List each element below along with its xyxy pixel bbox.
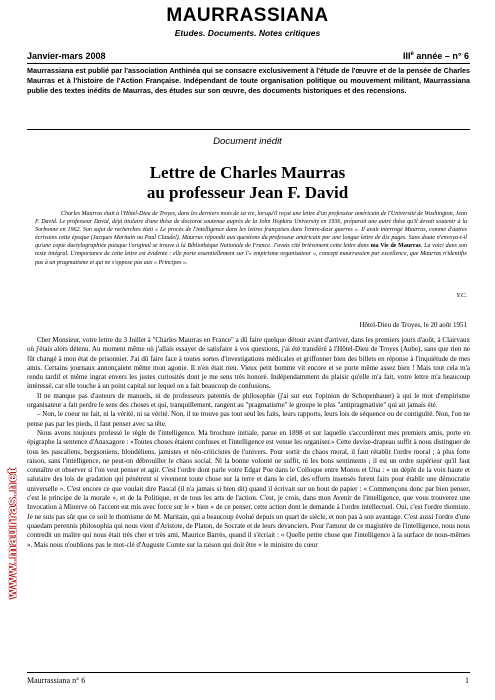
intro-signature: Y.C. <box>456 292 467 299</box>
letter-paragraph: – Non, le coeur ne fait, ni la vérité, ni sa vérité. Non, il ne trouve pas tout seul les faits, leurs rapports, leurs lois de séquence ou de contiguïté. Non, l'on ne pense pas par les pieds, il faut penser avec sa tête. <box>27 410 470 428</box>
article-title-line2: au professeur Jean F. David <box>146 183 349 202</box>
issue-year-rest: année – n° 6 <box>413 51 469 61</box>
letter-paragraph: Cher Monsieur, votre lettre du 3 Juillet à "Charles Maurras en France" a dû faire quelque détour avant d'arriver, dans les premiers jours d'août, à Clairvaux où j'étais alors détenu. Au moment même où j'allais essayer de satisfaire à vos questions, j'ai été transféré à l'Hôtel-Dieu de Troyes (Aube), sans que rien ne fût changé à mon état de prisonnier. J'ai dû faire face à toutes sortes d'investigations médicales et griffonner bien des billets en réponse à l'inquiétude de mes amis. Certains journaux annonçaient même mon agonie. Il n'en était rien. Vieux petit homme vit encore et se porte même assez bien ! Mais tout cela m'a rendu tardif et même ingrat envers les justes curiosités dont je me sens très honoré. Indépendamment du plaisir qu'elle m'a fait, votre lettre m'a beaucoup intéressé, car elle touche à un point capital sur lequel on a fait beaucoup de confusions. <box>27 336 470 391</box>
watermark-text: www.maurras.net <box>4 467 20 599</box>
header-rule-top <box>27 63 470 64</box>
document-kind: Document inédit <box>213 136 282 147</box>
masthead-subtitle: Etudes. Documents. Notes critiques <box>174 28 321 38</box>
letter-paragraph: Nous avons toujours professé le règle de l'intelligence. Ma brochure initiale, parue en 1898 et sur laquelle s'accordèrent mes premiers amis, porte en épigraphe la sentence d'Anaxagore : «Toutes choses étaient confuses et l'intelligence est venue les organiser.» Cette devise-drapeau suffit à nous distinguer de tous les pascaliens, bergsoniens, blondéliens, jamistes et néo-criticistes de l'univers. Pour sortir du chaos moral, il faut rétablir l'ordre moral ; à plus forte raison, sans l'intelligence, ne peut-on débrouiller le chaos social. Ni la bonne volonté ne suffit, ni les bons sentiments ; il est un ordre supérieur qu'il faut connaître et observer si l'on veut penser et agir. C'est l'ordre dont parle votre Edgar Poe dans le Colloque entre Monos et Una : « un dépôt de la voix haute et salutaire des lois de gradation qui pénètrent si vivement toute chose sur la terre et dans le ciel, des efforts insensés furent faits pour établir une démocratie universelle ». C'est encore ce que voulait dire Pascal (il n'a jamais si bien dit) quand il écrivait sur un bout de papier : « Commençons donc par bien penser, c'est le principe de la morale », et de la Politique, et de tous les arts de l'action. C'est, je crois, dans mon Avenir de l'intelligence, que vous trouverez une Invocation à Minerve où l'accent est mis avec force sur le « bien » de ce penser, cette action dont le demande à l'ordre intellectuel. Oui, c'est l'ordre thomiste. Je ne suis pas sûr que ce soit le thomisme de M. Maritain, qui a beaucoup évolué depuis un quart de siècle, et non pas à son avantage. C'est aussi l'ordre d'une quaedam perennis philosophia qui nous vient d'Aristote, de Platon, de Socrate et de leurs devanciers. Pour l'amour de ce magistère de l'intelligence, nous nous contredit un maître qui nous était très cher et très ami, Maurice Barrès, quand il s'écriait : « Quelle petite chose que l'intelligence à la surface de nous-mêmes ». Mais nous n'oublions pas le mot-clé d'Auguste Comte sur la raison qui doit être « le ministre du cœur <box>27 428 470 549</box>
issue-number <box>403 51 469 61</box>
issue-year-roman: III <box>403 51 411 61</box>
letter-body <box>27 336 470 550</box>
letter-paragraph: Il ne manque pas d'auteurs de manuels, ni de professeurs patentés de philosophie (j'ai sur eux l'opinion de Schopenhauer) à qui le mot d'empirisme organisateur a fait perdre le sens des choses et qui, tranquillement, rangent au "pragmatisme" le groupe le plus "antipragmatiste" qui ait jamais été. <box>27 391 470 410</box>
editor-introduction <box>35 210 467 267</box>
site-watermark <box>0 385 24 681</box>
letter-dateline: Hôtel-Dieu de Troyes, le 20 août 1951 <box>359 321 467 329</box>
issue-period: Janvier-mars 2008 <box>27 51 106 61</box>
article-title-line1: Lettre de Charles Maurras <box>149 163 346 182</box>
mission-statement: Maurrassiana est publié par l'association Anthinéa qui se consacre exclusivement à l'étude de l'œuvre et de la pensée de Charles Maurras et à l'histoire de l'Action Française. Indépendant de toute organisation politique ou mouvement militant, Maurrassiana publie des textes inédits de Maurras, des études sur son œuvre, des documents historiques et des recensions. <box>27 66 470 95</box>
article-title <box>0 163 495 203</box>
intro-text-after: . La voici dans son texte intégral. L'importance de cette lettre est évidente : elle porte essentiellement sur l'« empirisme organisateur », concept maurrassien par excellence, que Maurras n'identifie pas à un pragmatisme et qui ne s'oppose pas aux « Principes ». <box>35 243 468 266</box>
footer-rule <box>27 672 470 673</box>
issue-year-sup: e <box>410 51 414 57</box>
header-rule-bottom <box>27 129 470 130</box>
footer-publication: Maurrassiana n° 6 <box>27 676 86 685</box>
page-number: 1 <box>465 676 469 685</box>
masthead-title: MAURRASSIANA <box>166 5 329 26</box>
intro-text-before: Charles Maurras était à l'Hôtel-Dieu de Troyes, dans les derniers mois de sa vie, lorsqu'il reçut une lettre d'un professeur américain de l'Université de Washington, Jean F. David. Le professeur David, déjà titulaire d'une thèse de doctorat soutenue auprès de la John Hopkins University en 1936, préparait une autre thèse qu'il devait soutenir à la Sorbonne en 1962. Son sujet de recherches était « Le procès de l'intelligence dans les lettres françaises dans l'entre-deux guerres ». Il avait interrogé Maurras, comme d'autres écrivains cette époque (Jacques Maritain ou Paul Claudel). Maurras répondit aux questions du professeur américain par une longue lettre de dix pages. Sans doute n'envoya-t-il qu'une copie dactylographiée puisque l'original se trouve à la Bibliothèque Nationale de France. J'avais cité brièvement cette lettre dans <box>35 211 467 250</box>
intro-book-reference: ma Vie de Maurras <box>370 243 421 250</box>
